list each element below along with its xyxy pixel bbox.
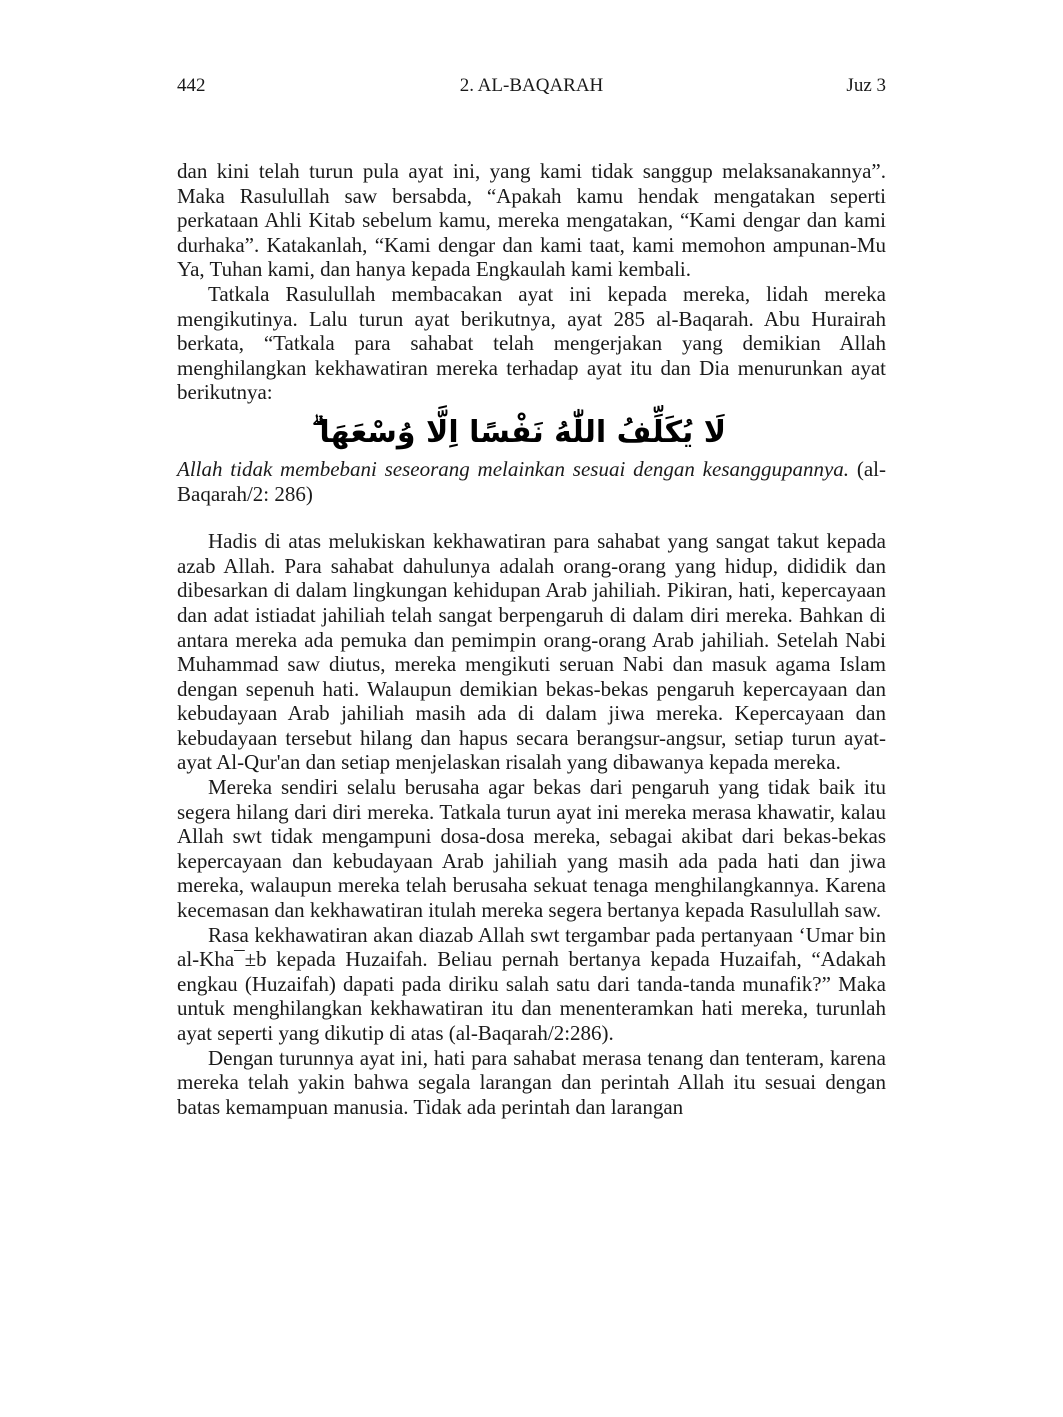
chapter-title: 2. AL-BAQARAH [459, 75, 604, 96]
verse-translation [177, 457, 886, 506]
paragraph: Rasa kekhawatiran akan diazab Allah swt tergambar pada pertanyaan ‘Umar bin al-Kha¯±b kepada Huzaifah. Beliau pernah bertanya kepada Huzaifah, “Adakah engkau (Huzaifah) dapati pada diriku salah satu dari tanda-tanda munafik?” Maka untuk menghilangkan kekhawatiran itu dan menenteramkan hati mereka, turunlah ayat seperti yang dikutip di atas (al-Baqarah/2:286). [177, 922, 886, 1045]
verse-reference: (al-Baqarah/2: 286) [177, 456, 886, 506]
paragraph: Hadis di atas melukiskan kekhawatiran para sahabat yang sangat takut kepada azab Allah. Para sahabat dahulunya adalah orang-orang yang hidup, dididik dan dibesarkan di dalam lingkungan kehidupan Arab jahiliah. Pikiran, hati, kepercayaan dan adat istiadat jahiliah telah sangat berpengaruh di dalam diri mereka. Bahkan di antara mereka ada pemuka dan pemimpin orang-orang Arab jahiliah. Setelah Nabi Muhammad saw diutus, mereka mengikuti seruan Nabi dan masuk agama Islam dengan sepenuh hati. Walaupun demikian bekas-bekas pengaruh kepercayaan dan kebudayaan Arab jahiliah masih ada di dalam jiwa mereka. Kepercayaan dan kebudayaan tersebut hilang dan hapus secara berangsur-angsur, setiap turun ayat-ayat Al-Qur'an dan setiap menjelaskan risalah yang dibawanya kepada mereka. [177, 529, 886, 775]
paragraph: Tatkala Rasulullah membacakan ayat ini kepada mereka, lidah mereka mengikutinya. Lalu turun ayat berikutnya, ayat 285 al-Baqarah. Abu Hurairah berkata, “Tatkala para sahabat telah mengerjakan yang demikian Allah menghilangkan kekhawatiran mereka terhadap ayat itu dan Dia menurunkan ayat berikutnya: [177, 281, 886, 405]
paragraph: dan kini telah turun pula ayat ini, yang kami tidak sanggup melaksanakannya”. Maka Rasulullah saw bersabda, “Apakah kamu hendak mengatakan seperti perkataan Ahli Kitab sebelum kamu, mereka mengatakan, “Kami dengar dan kami durhaka”. Katakanlah, “Kami dengar dan kami taat, kami memohon ampunan-Mu Ya, Tuhan kami, dan hanya kepada Engkaulah kami kembali. [177, 159, 886, 282]
running-header [177, 74, 886, 98]
spacer [177, 506, 886, 529]
arabic-verse: لَا يُكَلِّفُ اللّٰهُ نَفْسًا اِلَّا وُسْعَهَا ۗ [311, 414, 727, 450]
paragraph: Dengan turunnya ayat ini, hati para sahabat merasa tenang dan tenteram, karena mereka telah yakin bahwa segala larangan dan perintah Allah itu sesuai dengan batas kemampuan manusia. Tidak ada perintah dan larangan [177, 1045, 886, 1119]
juz-label: Juz 3 [846, 75, 886, 96]
paragraph: Mereka sendiri selalu berusaha agar bekas dari pengaruh yang tidak baik itu segera hilang dari diri mereka. Tatkala turun ayat ini mereka merasa khawatir, kalau Allah swt tidak mengampuni dosa-dosa mereka, sebagai akibat dari bekas-bekas kepercayaan dan kebudayaan Arab jahiliah yang masih ada pada hati dan jiwa mereka, walaupun mereka telah berusaha sekuat tenaga menghilangkannya. Karena kecemasan dan kekhawatiran itulah mereka segera bertanya kepada Rasulullah saw. [177, 775, 886, 923]
page-number: 442 [177, 75, 206, 96]
translation-text: Allah tidak membebani seseorang melainkan sesuai dengan kesanggupannya. [177, 456, 850, 481]
page-body [177, 159, 886, 1119]
